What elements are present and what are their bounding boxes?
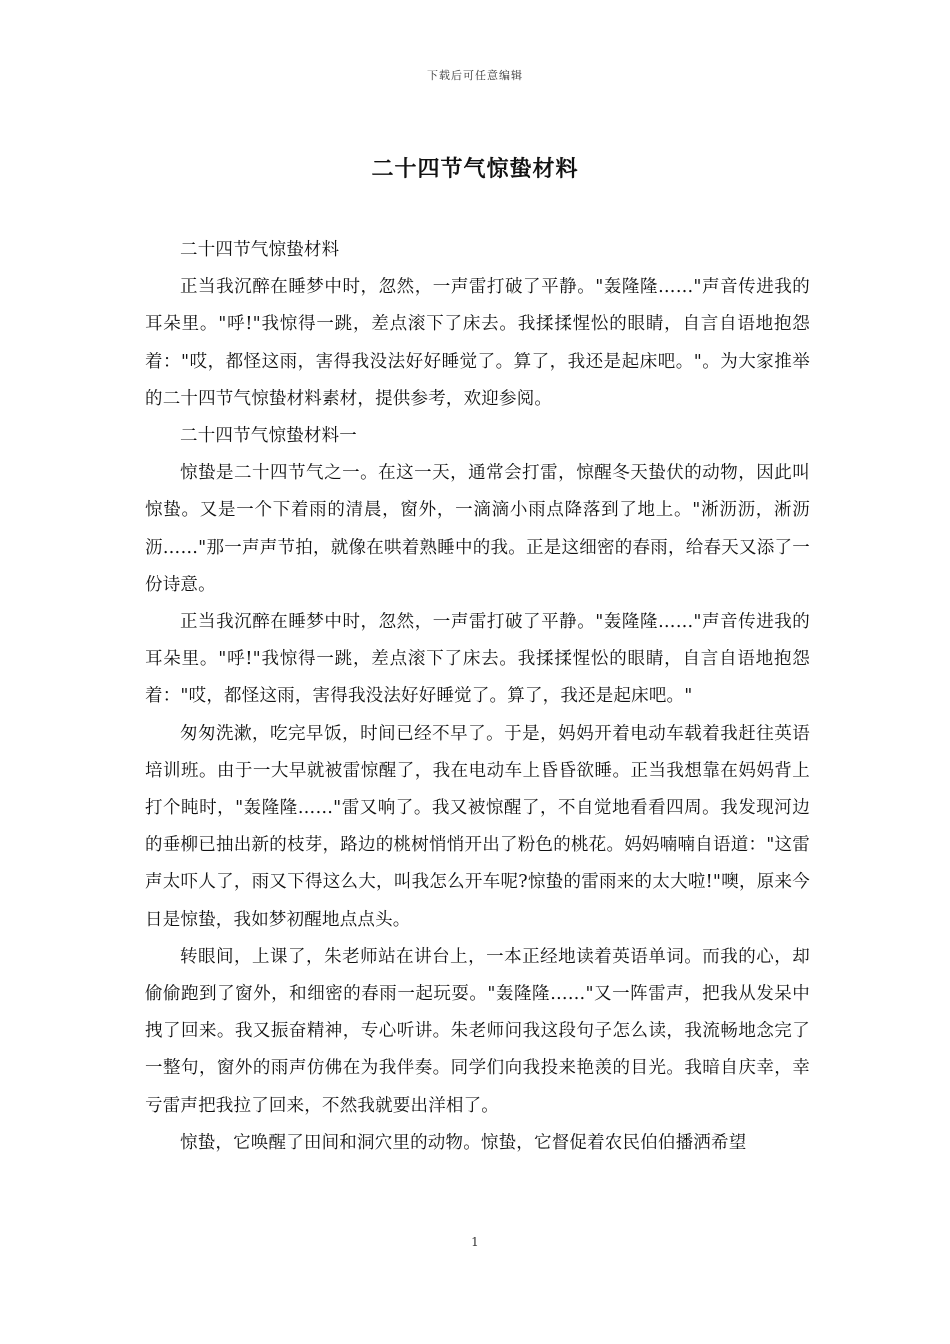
paragraph-section-heading: 二十四节气惊蛰材料一 <box>180 426 357 447</box>
header-note: 下载后可任意编辑 <box>427 69 523 82</box>
page-number: 1 <box>471 1235 479 1249</box>
paragraph: 匆匆洗漱，吃完早饭，时间已经不早了。于是，妈妈开着电动车载着我赶往英语培训班。由于一大早就被雷惊醒了，我在电动车上昏昏欲睡。正当我想靠在妈妈背上打个盹时，"轰隆隆……"雷又响了。我又被惊醒了，不自觉地看看四周。我发现河边的垂柳已抽出新的枝芽，路边的桃树悄悄开出了粉色的桃花。妈妈喃喃自语道："这雷声太吓人了，雨又下得这么大，叫我怎么开车呢?惊蛰的雷雨来的太大啦!"噢，原来今日是惊蛰，我如梦初醒地点点头。 <box>145 723 810 930</box>
paragraph: 惊蛰，它唤醒了田间和洞穴里的动物。惊蛰，它督促着农民伯伯播洒希望 <box>180 1132 747 1153</box>
paragraph: 正当我沉醉在睡梦中时，忽然，一声雷打破了平静。"轰隆隆……"声音传进我的耳朵里。"呼!"我惊得一跳，差点滚下了床去。我揉揉惺忪的眼睛，自言自语地抱怨着："哎，都怪这雨，害得我没法好好睡觉了。算了，我还是起床吧。" <box>145 612 810 707</box>
paragraph-intro: 正当我沉醉在睡梦中时，忽然，一声雷打破了平静。"轰隆隆……"声音传进我的耳朵里。"呼!"我惊得一跳，差点滚下了床去。我揉揉惺忪的眼睛，自言自语地抱怨着："哎，都怪这雨，害得我没法好好睡觉了。算了，我还是起床吧。"。为大家推举的二十四节气惊蛰材料素材，提供参考，欢迎参阅。 <box>145 277 810 409</box>
document-body <box>145 232 810 1162</box>
paragraph: 惊蛰是二十四节气之一。在这一天，通常会打雷，惊醒冬天蛰伏的动物，因此叫惊蛰。又是一个下着雨的清晨，窗外，一滴滴小雨点降落到了地上。"淅沥沥，淅沥沥……"那一声声节拍，就像在哄着熟睡中的我。正是这细密的春雨，给春天又添了一份诗意。 <box>145 463 810 595</box>
paragraph-subtitle: 二十四节气惊蛰材料 <box>180 240 340 260</box>
document-title: 二十四节气惊蛰材料 <box>371 156 579 182</box>
paragraph: 转眼间，上课了，朱老师站在讲台上，一本正经地读着英语单词。而我的心，却偷偷跑到了窗外，和细密的春雨一起玩耍。"轰隆隆……"又一阵雷声，把我从发呆中拽了回来。我又振奋精神，专心听讲。朱老师问我这段句子怎么读，我流畅地念完了一整句，窗外的雨声仿佛在为我伴奏。同学们向我投来艳羡的目光。我暗自庆幸，幸亏雷声把我拉了回来，不然我就要出洋相了。 <box>145 946 810 1116</box>
